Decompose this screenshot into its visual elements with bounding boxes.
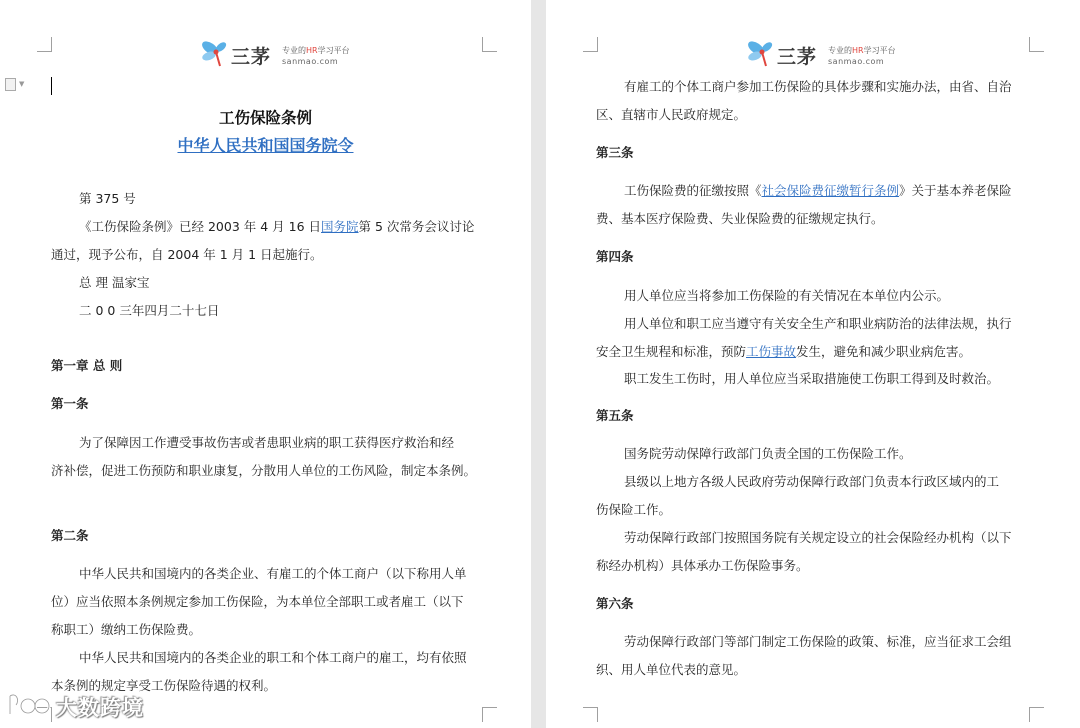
- paragraph-line: 劳动保障行政部门按照国务院有关规定设立的社会保险经办机构（以下: [624, 530, 1012, 545]
- paragraph-line: 用人单位应当将参加工伤保险的有关情况在本单位内公示。: [624, 288, 950, 303]
- logo-name: 三茅: [231, 46, 272, 68]
- document-subtitle-link[interactable]: 中华人民共和国国务院令: [177, 136, 354, 155]
- document-page-left: [0, 0, 531, 728]
- social-insurance-regulation-link[interactable]: 社会保险费征缴暂行条例: [761, 183, 900, 198]
- article-heading: 第二条: [51, 528, 89, 543]
- article-heading: 第六条: [596, 596, 634, 611]
- paragraph-line: 通过，现予公布，自 2004 年 1 月 1 日起施行。: [51, 247, 323, 262]
- paragraph-line: 安全卫生规程和标准，预防工伤事故发生，避免和减少职业病危害。: [596, 344, 972, 359]
- paragraph-line: 织、用人单位代表的意见。: [596, 662, 747, 677]
- paragraph-line: 国务院劳动保障行政部门负责全国的工伤保险工作。: [624, 446, 912, 461]
- paragraph-line: 《工伤保险条例》已经 2003 年 4 月 16 日国务院第 5 次常务会议讨论: [79, 219, 475, 234]
- watermark-logo-icon: [6, 690, 52, 720]
- order-number: 第 375 号: [79, 191, 136, 206]
- paragraph-line: 伤保险工作。: [596, 502, 672, 517]
- logo-url: sanmao.com: [828, 57, 885, 66]
- margin-corner-bottom-right: [1029, 707, 1044, 722]
- paragraph-line: 职工发生工伤时，用人单位应当采取措施使工伤职工得到及时救治。: [624, 371, 1000, 386]
- logo-url: sanmao.com: [282, 57, 339, 66]
- header-logo: [746, 38, 896, 72]
- margin-corner-top-right: [1029, 37, 1044, 52]
- paragraph-line: 本条例的规定享受工伤保险待遇的权利。: [51, 678, 277, 693]
- page-view-icon[interactable]: [5, 78, 16, 91]
- paragraph-line: 有雇工的个体工商户参加工伤保险的具体步骤和实施办法，由省、自治: [624, 79, 1012, 94]
- paragraph-line: 中华人民共和国境内的各类企业、有雇工的个体工商户（以下称用人单: [79, 566, 467, 581]
- margin-corner-top-left: [583, 37, 598, 52]
- margin-corner-top-left: [37, 37, 52, 52]
- dragonfly-logo-icon: [200, 38, 232, 70]
- premier-signature: 总 理 温家宝: [79, 275, 150, 290]
- text-cursor: [51, 77, 52, 95]
- paragraph-line: 县级以上地方各级人民政府劳动保障行政部门负责本行政区域内的工: [624, 474, 1000, 489]
- margin-corner-bottom-right: [482, 707, 497, 722]
- margin-corner-bottom-left: [583, 707, 598, 722]
- paragraph-line: 位）应当依照本条例规定参加工伤保险，为本单位全部职工或者雇工（以下: [51, 594, 464, 609]
- logo-tagline: 专业的HR学习平台: [282, 46, 350, 55]
- paragraph-line: 费、基本医疗保险费、失业保险费的征缴规定执行。: [596, 211, 884, 226]
- header-logo: [200, 38, 350, 72]
- dragonfly-logo-icon: [746, 38, 778, 70]
- document-title: 工伤保险条例: [218, 109, 312, 127]
- issue-date: 二 0 0 三年四月二十七日: [79, 303, 220, 318]
- paragraph-line: 劳动保障行政部门等部门制定工伤保险的政策、标准，应当征求工会组: [624, 634, 1012, 649]
- document-page-right: [546, 0, 1080, 728]
- paragraph-line: 称经办机构）具体承办工伤保险事务。: [596, 558, 809, 573]
- watermark-text: 大数跨境: [56, 696, 144, 720]
- chapter-heading: 第一章 总 则: [51, 358, 123, 373]
- article-heading: 第一条: [51, 396, 89, 411]
- paragraph-line: 区、直辖市人民政府规定。: [596, 107, 747, 122]
- paragraph-line: 中华人民共和国境内的各类企业的职工和个体工商户的雇工，均有依照: [79, 650, 467, 665]
- article-heading: 第四条: [596, 249, 634, 264]
- paragraph-line: 济补偿，促进工伤预防和职业康复，分散用人单位的工伤风险，制定本条例。: [51, 463, 477, 478]
- dropdown-arrow-icon[interactable]: ▼: [19, 80, 25, 88]
- work-accident-link[interactable]: 工伤事故: [746, 344, 797, 359]
- logo-tagline: 专业的HR学习平台: [828, 46, 896, 55]
- state-council-link[interactable]: 国务院: [321, 219, 359, 234]
- margin-corner-top-right: [482, 37, 497, 52]
- paragraph-line: 用人单位和职工应当遵守有关安全生产和职业病防治的法律法规，执行: [624, 316, 1012, 331]
- logo-name: 三茅: [777, 46, 818, 68]
- paragraph-line: 为了保障因工作遭受事故伤害或者患职业病的职工获得医疗救治和经: [79, 435, 455, 450]
- article-heading: 第五条: [596, 408, 634, 423]
- paragraph-line: 称职工）缴纳工伤保险费。: [51, 622, 202, 637]
- article-heading: 第三条: [596, 145, 634, 160]
- paragraph-line: 工伤保险费的征缴按照《社会保险费征缴暂行条例》关于基本养老保险: [624, 183, 1012, 198]
